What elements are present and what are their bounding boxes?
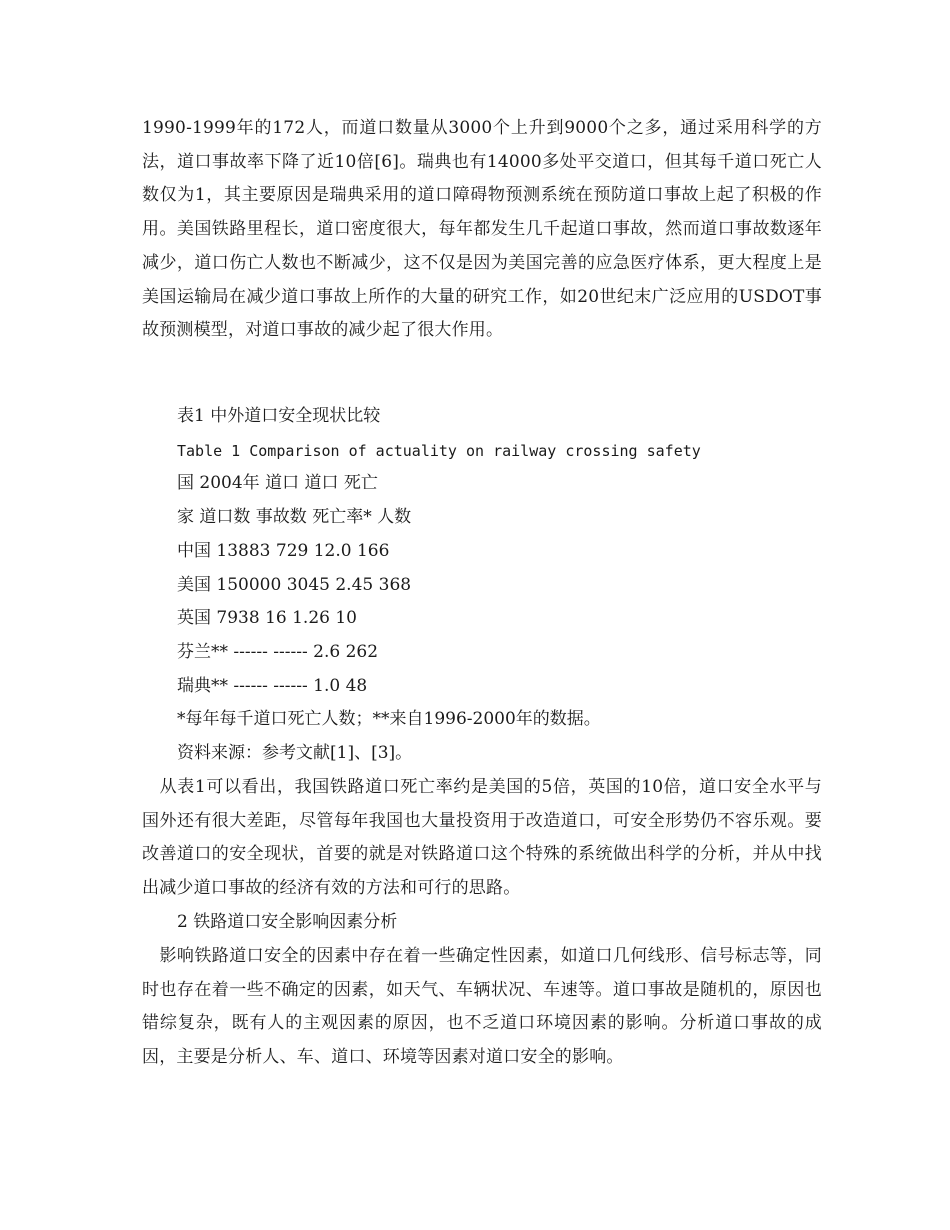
- table-header-row-1: 国 2004年 道口 道口 死亡: [177, 473, 378, 493]
- table-row: 英国 7938 16 1.26 10: [177, 608, 357, 628]
- table-row: 瑞典** ------ ------ 1.0 48: [177, 676, 368, 696]
- paragraph-factors: 影响铁路道口安全的因素中存在着一些确定性因素，如道口几何线形、信号标志等，同时也存在着一些不确定的因素，如天气、车辆状况、车速等。道口事故是随机的，原因也错综复杂，既有人的主观因素的原因，也不乏道口环境因素的影响。分析道口事故的成因，主要是分析人、车、道口、环境等因素对道口安全的影响。: [142, 946, 822, 1068]
- table-row: 芬兰** ------ ------ 2.6 262: [177, 642, 379, 662]
- table-source: 资料来源：参考文献[1]、[3]。: [177, 743, 413, 763]
- paragraph-analysis: 从表1可以看出，我国铁路道口死亡率约是美国的5倍，英国的10倍，道口安全水平与国外还有很大差距，尽管每年我国也大量投资用于改造道口，可安全形势仍不容乐观。要改善道口的安全现状，首要的就是对铁路道口这个特殊的系统做出科学的分析，并从中找出减少道口事故的经济有效的方法和可行的思路。: [142, 777, 822, 899]
- table-row: 美国 150000 3045 2.45 368: [177, 575, 412, 595]
- table-caption-cn: 表1 中外道口安全现状比较: [177, 406, 381, 426]
- table-caption-en: Table 1 Comparison of actuality on railway crossing safety: [177, 442, 701, 460]
- table-footnote: *每年每千道口死亡人数；**来自1996-2000年的数据。: [177, 709, 601, 729]
- paragraph-intro: 1990-1999年的172人，而道口数量从3000个上升到9000个之多，通过采用科学的方法，道口事故率下降了近10倍[6]。瑞典也有14000多处平交道口，但其每千道口死亡人数仅为1，其主要原因是瑞典采用的道口障碍物预测系统在预防道口事故上起了积极的作用。美国铁路里程长，道口密度很大，每年都发生几千起道口事故，然而道口事故数逐年减少，道口伤亡人数也不断减少，这不仅是因为美国完善的应急医疗体系，更大程度上是美国运输局在减少道口事故上所作的大量的研究工作，如20世纪末广泛应用的USDOT事故预测模型，对道口事故的减少起了很大作用。: [142, 118, 822, 341]
- table-row: 中国 13883 729 12.0 166: [177, 541, 390, 561]
- section-heading: 2 铁路道口安全影响因素分析: [177, 912, 398, 932]
- table-header-row-2: 家 道口数 事故数 死亡率* 人数: [177, 507, 412, 527]
